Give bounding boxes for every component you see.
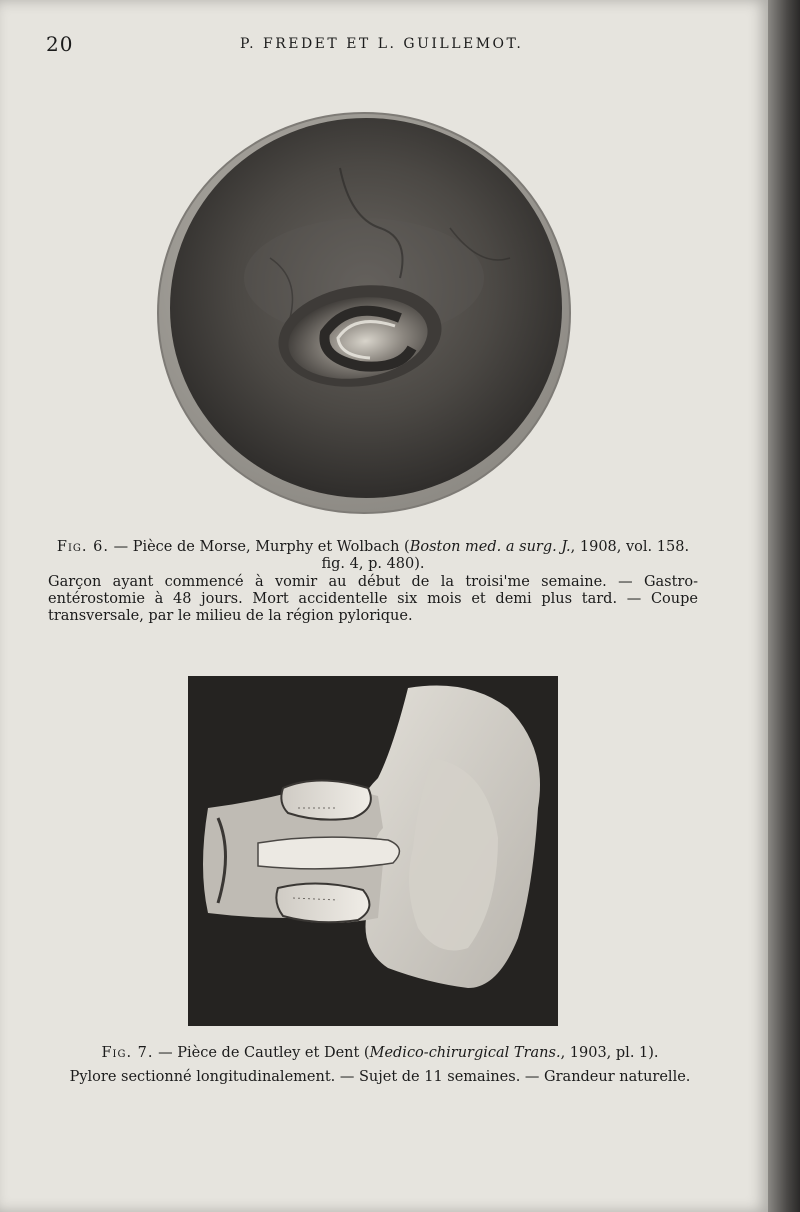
figure-6-caption-title	[48, 539, 698, 573]
figure-7-title-prefix: — Pièce de Cautley et Dent (	[158, 1045, 370, 1061]
running-head: P. FREDET ET L. GUILLEMOT.	[240, 36, 524, 52]
figure-7-journal: Medico-chirurgical Trans.	[369, 1045, 561, 1061]
figure-7-title-suffix: , 1903, pl. 1).	[560, 1045, 659, 1061]
figure-6-title-prefix: — Pièce de Morse, Murphy et Wolbach (	[113, 539, 410, 555]
figure-6-title-suffix: , 1908, vol. 158.	[570, 539, 690, 555]
figure-6-photo	[150, 108, 580, 518]
page-edge-shadow	[768, 0, 800, 1212]
page-number: 20	[46, 32, 74, 56]
figure-6-journal: Boston med. a surg. J.	[409, 539, 571, 555]
figure-6-label: Fig. 6.	[56, 539, 109, 555]
figure-6-caption-body: Garçon ayant commencé à vomir au début de la troisi'me semaine. — Gastro-entérostomie à 48 jours. Mort accidentelle six mois et demi plus tard. — Coupe transversale, par le milieu de la région pylorique.	[48, 574, 698, 624]
figure-6-title-line2: fig. 4, p. 480).	[321, 556, 425, 572]
figure-7-caption-body: Pylore sectionné longitudinalement. — Sujet de 11 semaines. — Grandeur naturelle.	[69, 1069, 691, 1085]
figure-7-label: Fig. 7.	[101, 1045, 154, 1061]
figure-7-caption-title	[40, 1045, 720, 1062]
figure-7-photo	[178, 668, 574, 1040]
